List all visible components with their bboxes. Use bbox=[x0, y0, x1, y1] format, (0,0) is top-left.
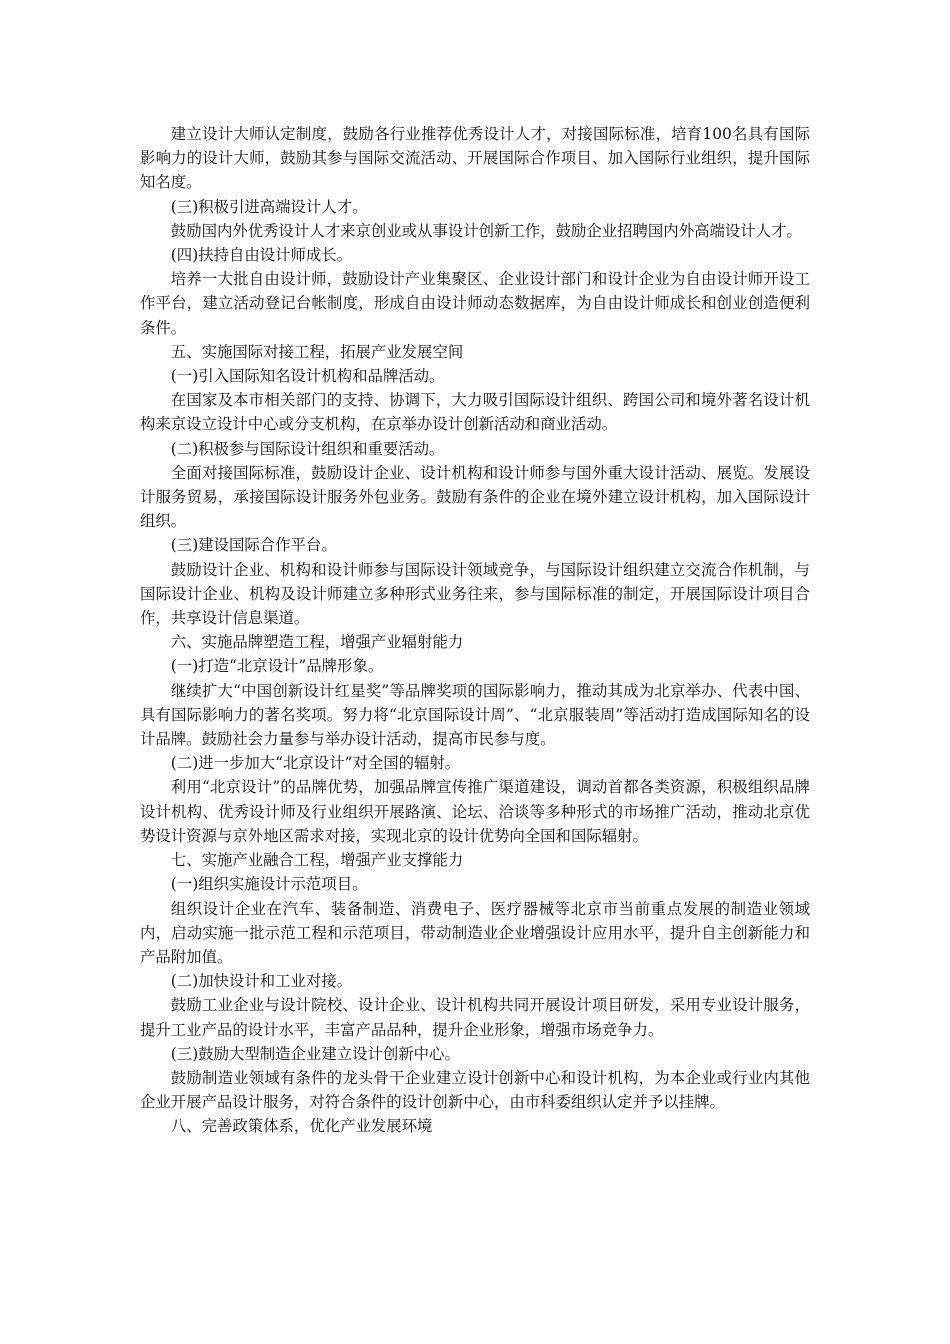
section-heading: 五、实施国际对接工程，拓展产业发展空间 bbox=[170, 342, 464, 361]
body-paragraph: 在国家及本市相关部门的支持、协调下，大力吸引国际设计组织、跨国公司和境外著名设计机构来京设立设计中心或分支机构，在京举办设计创新活动和商业活动。 bbox=[140, 391, 810, 434]
subsection-heading: (三)鼓励大型制造企业建立设计创新中心。 bbox=[170, 1044, 460, 1063]
body-paragraph: 鼓励国内外优秀设计人才来京创业或从事设计创新工作，鼓励企业招聘国内外高端设计人才。 bbox=[170, 221, 802, 240]
section-heading: 八、完善政策体系，优化产业发展环境 bbox=[170, 1117, 433, 1136]
body-paragraph: 利用“北京设计”的品牌优势，加强品牌宣传推广渠道建设，调动首都各类资源，积极组织品牌设计机构、优秀设计师及行业组织开展路演、论坛、洽谈等多种形式的市场推广活动，推动北京优势设计资源与京外地区需求对接，实现北京的设计优势向全国和国际辐射。 bbox=[140, 778, 810, 845]
body-paragraph: 建立设计大师认定制度，鼓励各行业推荐优秀设计人才，对接国际标准，培育100名具有国际影响力的设计大师，鼓励其参与国际交流活动、开展国际合作项目、加入国际行业组织，提升国际知名度。 bbox=[140, 125, 810, 192]
subsection-heading: (三)积极引进高端设计人才。 bbox=[170, 197, 368, 216]
subsection-heading: (二)加快设计和工业对接。 bbox=[170, 972, 353, 991]
subsection-heading: (一)引入国际知名设计机构和品牌活动。 bbox=[170, 367, 445, 386]
subsection-heading: (二)积极参与国际设计组织和重要活动。 bbox=[170, 439, 445, 458]
subsection-heading: (二)进一步加大“北京设计”对全国的辐射。 bbox=[170, 754, 461, 773]
body-paragraph: 继续扩大“中国创新设计红星奖”等品牌奖项的国际影响力，推动其成为北京举办、代表中国、具有国际影响力的著名奖项。努力将“北京国际设计周”、“北京服装周”等活动打造成国际知名的设计品牌。鼓励社会力量参与举办设计活动，提高市民参与度。 bbox=[140, 681, 810, 749]
body-paragraph: 组织设计企业在汽车、装备制造、消费电子、医疗器械等北京市当前重点发展的制造业领域内，启动实施一批示范工程和示范项目，带动制造业企业增强设计应用水平，提升自主创新能力和产品附加值。 bbox=[140, 899, 810, 966]
body-paragraph: 鼓励设计企业、机构和设计师参与国际设计领域竞争，与国际设计组织建立交流合作机制，与国际设计企业、机构及设计师建立多种形式业务往来，参与国际标准的制定，开展国际设计项目合作，共享设计信息渠道。 bbox=[140, 560, 810, 628]
body-paragraph: 全面对接国际标准，鼓励设计企业、设计机构和设计师参与国外重大设计活动、展览。发展设计服务贸易，承接国际设计服务外包业务。鼓励有条件的企业在境外建立设计机构，加入国际设计组织。 bbox=[140, 463, 810, 531]
body-paragraph: 鼓励制造业领域有条件的龙头骨干企业建立设计创新中心和设计机构，为本企业或行业内其他企业开展产品设计服务，对符合条件的设计创新中心，由市科委组织认定并予以挂牌。 bbox=[140, 1068, 810, 1112]
subsection-heading: (三)建设国际合作平台。 bbox=[170, 536, 337, 555]
subsection-heading: (四)扶持自由设计师成长。 bbox=[170, 246, 353, 265]
subsection-heading: (一)打造“北京设计”品牌形象。 bbox=[170, 657, 384, 676]
section-heading: 六、实施品牌塑造工程，增强产业辐射能力 bbox=[170, 633, 464, 652]
body-paragraph: 培养一大批自由设计师，鼓励设计产业集聚区、企业设计部门和设计企业为自由设计师开设工作平台，建立活动登记台帐制度，形成自由设计师动态数据库，为自由设计师成长和创业创造便利条件。 bbox=[140, 270, 810, 337]
body-paragraph: 鼓励工业企业与设计院校、设计企业、设计机构共同开展设计项目研发，采用专业设计服务，提升工业产品的设计水平，丰富产品品种，提升企业形象，增强市场竞争力。 bbox=[140, 996, 810, 1039]
section-heading: 七、实施产业融合工程，增强产业支撑能力 bbox=[170, 851, 464, 870]
subsection-heading: (一)组织实施设计示范项目。 bbox=[170, 875, 368, 894]
